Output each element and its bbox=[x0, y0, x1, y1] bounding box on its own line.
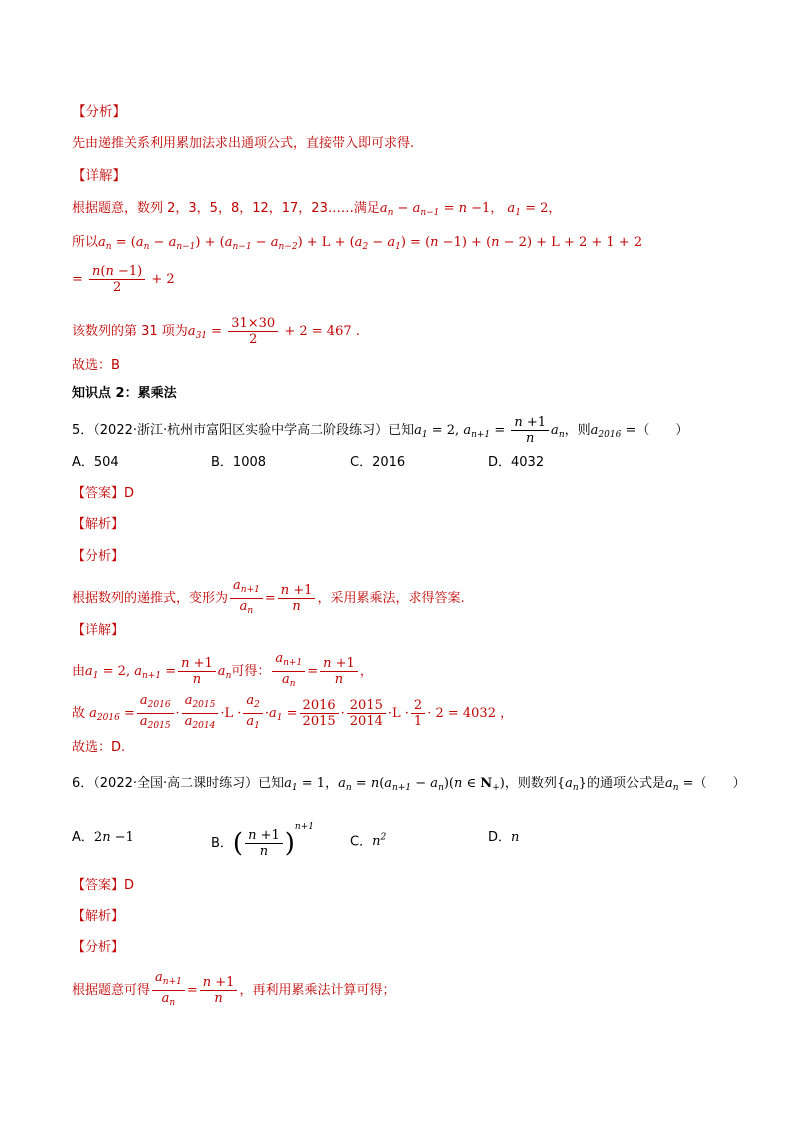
q5-fraction: $\frac{n +1}{n}$ bbox=[511, 415, 549, 446]
detail1-line2-text: 所以 bbox=[72, 235, 99, 250]
detail5-frac-2016-2015: $\frac{2016}{2015}$ bbox=[300, 698, 339, 729]
detail1-line4-text: 该数列的第 31 项为 bbox=[72, 324, 188, 339]
q6-paren: （ ） bbox=[693, 776, 746, 791]
q5-option-d: D．4032 bbox=[488, 455, 545, 470]
detail1-line4: 该数列的第 31 项为$a_{31}$ = $\frac{31\times 30}{2}$ + 2 = 467 . bbox=[72, 316, 360, 347]
question-5: 5．（2022·浙江·杭州市富阳区实验中学高二阶段练习）已知$a_1 = 2$, $a_{n+1}$ = $\frac{n +1}{n}$ $a_n$，则$a_{2016}$ =（ ） bbox=[72, 415, 689, 446]
analysis5-suffix: ，采用累乘法，求得答案. bbox=[317, 591, 465, 606]
q6-text-mid2: ，则数列 bbox=[504, 776, 557, 791]
detail5-line2-prefix: 故 bbox=[72, 706, 86, 721]
analysis5-fraction-a: $\frac{a_{n+1}}{a_n}$ bbox=[230, 578, 263, 619]
detail1-line1-formula: $a_n - a_{n-1} = n -1$， $a_1 = 2$， bbox=[379, 201, 562, 218]
detail-label-1: 【详解】 bbox=[72, 168, 126, 184]
detail5-line1-mid: 可得： bbox=[231, 664, 271, 679]
analysis6-fraction-a: $\frac{a_{n+1}}{a_n}$ bbox=[152, 970, 185, 1011]
detail5-frac-2-1: $\frac{2}{1}$ bbox=[411, 698, 425, 729]
answer-6: 【答案】D bbox=[72, 878, 135, 893]
q5-text-mid: ，则 bbox=[564, 423, 591, 438]
analysis6-fraction-b: $\frac{n +1}{n}$ bbox=[200, 975, 238, 1006]
q5-text-prefix: 5．（2022·浙江·杭州市富阳区实验中学高二阶段练习）已知 bbox=[72, 423, 415, 438]
q5-option-c: C．2016 bbox=[350, 455, 406, 470]
detail5-fraction-2: $\frac{a_{n+1}}{a_n}$ bbox=[272, 651, 305, 692]
analysis6-line: 根据题意可得 $\frac{a_{n+1}}{a_n}$ = $\frac{n +1}{n}$ ，再利用累乘法计算可得； bbox=[72, 970, 395, 1011]
answer-5: 【答案】D bbox=[72, 486, 135, 501]
choose-1: 故选：B bbox=[72, 358, 120, 373]
q6-option-d: D．n bbox=[488, 830, 520, 845]
q6-option-c-label: C． bbox=[350, 834, 373, 850]
analysis-text-1: 先由递推关系利用累加法求出通项公式，直接带入即可求得. bbox=[72, 136, 415, 151]
question-6: 6．（2022·全国·高二课时练习）已知$a_1 = 1$，$a_n = n(a_{n+1} - a_n)(n$ ∈ $N_+$)，则数列$\{a_n\}$的通项公式是$a_n$ =（ ） bbox=[72, 776, 746, 793]
q6-option-a-label: A． bbox=[72, 830, 94, 845]
q6-option-d-label: D． bbox=[488, 830, 512, 845]
detail5-fraction-1: $\frac{n +1}{n}$ bbox=[178, 656, 216, 687]
q5-paren: （ ） bbox=[636, 423, 689, 438]
detail5-line2: 故 $a_{2016}$ = $\frac{a_{2016}}{a_{2015}}$ · $\frac{a_{2015}}{a_{2014}}$ ·L · $\frac{a_2}{a_1}$ $\cdot a_1$ = $\frac{2016}{2015}$ · $\frac{2015}{2014}$ ·L · $\frac{2}{1}$ · 2 = 4032 ， bbox=[72, 693, 513, 734]
q6-option-b-label: B． bbox=[211, 836, 233, 851]
analysis-label-6: 【分析】 bbox=[72, 940, 125, 955]
analysis-label-5: 【分析】 bbox=[72, 549, 125, 564]
detail5-line1-prefix: 由 bbox=[72, 664, 86, 679]
q5-option-b: B．1008 bbox=[211, 455, 267, 470]
detail1-line3: = $\frac{n(n -1)}{2}$ + 2 bbox=[72, 264, 175, 295]
q6-text-mid3: 的通项公式是 bbox=[586, 776, 665, 791]
knowledge-point-2-title: 知识点 2：累乘法 bbox=[72, 386, 177, 401]
fraction-31x30-over-2: $\frac{31\times 30}{2}$ bbox=[228, 316, 278, 347]
q6-option-a: A．2n −1 bbox=[72, 830, 134, 845]
analysis5-line: 根据数列的递推式，变形为 $\frac{a_{n+1}}{a_n}$ = $\frac{n +1}{n}$ ，采用累乘法，求得答案. bbox=[72, 578, 465, 619]
detail1-line2 bbox=[72, 234, 642, 256]
fraction-n-n-1-over-2: $\frac{n(n -1)}{2}$ bbox=[89, 264, 145, 295]
q5-formula: $a_1 = 2$, $a_{n+1}$ = bbox=[414, 423, 506, 440]
q6-text-prefix: 6．（2022·全国·高二课时练习）已知 bbox=[72, 776, 285, 791]
analysis5-prefix: 根据数列的递推式，变形为 bbox=[72, 591, 229, 606]
choose-5: 故选：D. bbox=[72, 740, 126, 755]
detail1-line2-formula: $a_n = (a_n - a_{n-1}) + (a_{n-1} - a_{n-2}) + L + (a_2 - a_1) = (n -1) + (n - 2) + L + 2 + 1 + 2$ bbox=[98, 235, 643, 252]
detail5-line1: 由$a_1 = 2$, $a_{n+1}$ = $\frac{n +1}{n}$ $a_n$可得： $\frac{a_{n+1}}{a_n}$ = $\frac{n +1}{n}$ ， bbox=[72, 651, 373, 692]
analysis6-prefix: 根据题意可得 bbox=[72, 983, 151, 998]
analysis-label-1: 【分析】 bbox=[72, 104, 126, 120]
detail5-frac-2015-2014: $\frac{2015}{2014}$ bbox=[347, 698, 386, 729]
analysis5-fraction-b: $\frac{n +1}{n}$ bbox=[278, 583, 316, 614]
detail5-frac-a2016-a2015: $\frac{a_{2016}}{a_{2015}}$ bbox=[137, 693, 174, 734]
detail5-frac-a2-a1: $\frac{a_2}{a_1}$ bbox=[243, 693, 263, 734]
jiexi-6: 【解析】 bbox=[72, 909, 125, 924]
detail-label-5: 【详解】 bbox=[72, 623, 125, 638]
q6-option-b-fraction: $\frac{n +1}{n}$ bbox=[245, 828, 283, 859]
analysis6-suffix: ，再利用累乘法计算可得； bbox=[239, 983, 396, 998]
detail1-line1-text: 根据题意，数列 2，3，5，8，12，17，23……满足 bbox=[72, 201, 380, 216]
detail5-frac-a2015-a2014: $\frac{a_{2015}}{a_{2014}}$ bbox=[182, 693, 219, 734]
q6-option-b: B．( $\frac{n +1}{n}$ )$^{n+1}$ bbox=[211, 822, 314, 859]
q6-text-mid1: ， bbox=[325, 776, 339, 791]
detail1-line1 bbox=[72, 200, 561, 222]
detail1-line4-formula: $a_{31}$ = bbox=[187, 324, 223, 341]
detail5-fraction-3: $\frac{n +1}{n}$ bbox=[320, 656, 358, 687]
q6-option-c: C．$n^2$ bbox=[350, 833, 387, 850]
jiexi-5: 【解析】 bbox=[72, 517, 125, 532]
q5-option-a: A．504 bbox=[72, 455, 119, 470]
